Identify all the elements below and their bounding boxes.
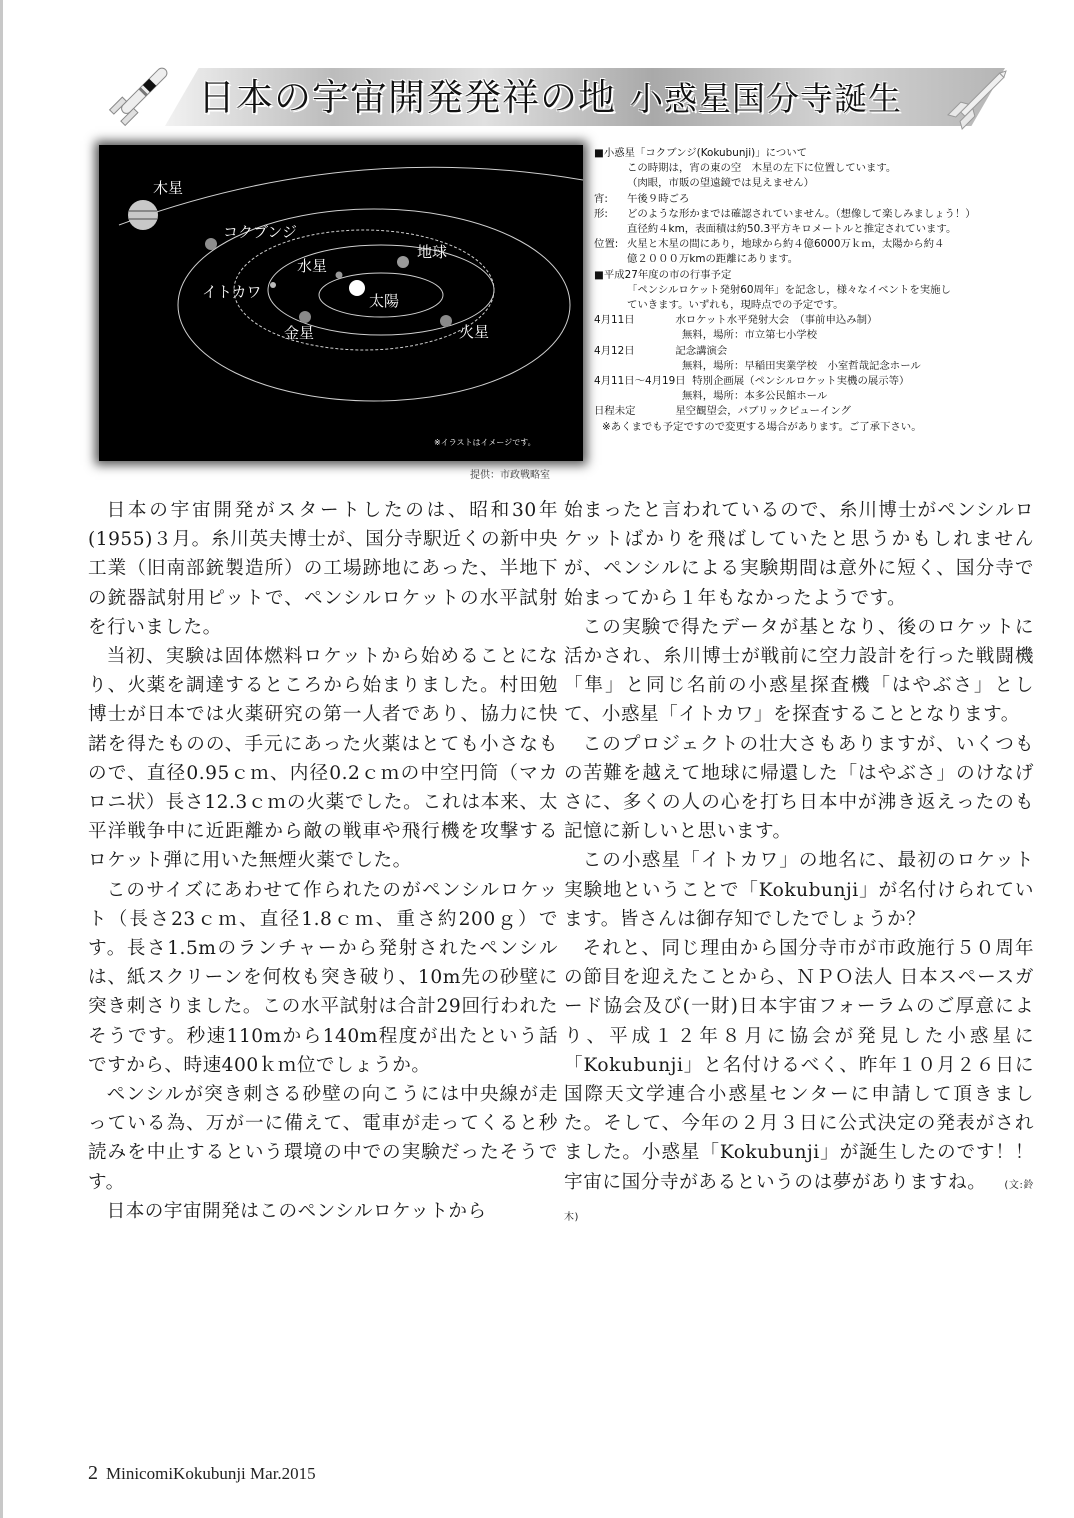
- article-paragraph: 当初、実験は固体燃料ロケットから始めることになり、火薬を調達するところから始まりました。村田勉博士が日本では火薬研究の第一人者であり、協力に快諾を得たものの、手元にあった火薬はとても小さなもので、直径0.95ｃｍ、内径0.2ｃｍの中空円筒（マカロニ状）長さ12.3ｃｍの火薬でした。これは本来、太平洋戦争中に近距離から敵の戦車や飛行機を攻撃するロケット弾に用いた無煙火薬でした。: [88, 646, 558, 872]
- photo-credit: 提供：市政戦略室: [470, 470, 550, 481]
- event-detail: 無料，場所：市立第七小学校: [682, 329, 818, 342]
- event-title: 水ロケット水平発射大会 （事前申込み制）: [675, 314, 878, 327]
- section-heading-events: ■平成27年度の市の行事予定: [594, 268, 732, 281]
- article-paragraph: このサイズにあわせて作られたのがペンシルロケット（長さ23ｃｍ、直径1.8ｃｍ、重さ約200ｇ）です。長さ1.5mのランチャーから発射されたペンシルは、紙スクリーンを何枚も突き破り、10m先の砂壁に突き刺さりました。この水平試射は合計29回行われたそうです。秒速110mから140m程度が出たという話ですから、時速400ｋｍ位でしょうか。: [88, 879, 558, 1076]
- illustration-note: ※イラストはイメージです。: [434, 438, 536, 447]
- label-mars: 火星: [459, 323, 490, 341]
- event-date: 日程未定: [594, 405, 636, 418]
- event-item: [594, 374, 1034, 389]
- solar-system-illustration: [99, 145, 583, 461]
- label-jupiter: 木星: [153, 179, 184, 197]
- page-title-main: 日本の宇宙開発発祥の地: [198, 76, 616, 119]
- article-paragraph: この実験で得たデータが基となり、後のロケットに活かされ、糸川博士が戦前に空力設計を行った戦闘機「隼」と同じ名前の小惑星探査機「はやぶさ」として、小惑星「イトカワ」を探査することとなります。: [564, 616, 1034, 726]
- pencil-rocket-icon: [945, 65, 1010, 135]
- event-title: 特別企画展（ペンシルロケット実機の展示等）: [692, 375, 910, 388]
- event-detail: 無料，場所：早稲田実業学校 小室哲哉記念ホール: [682, 359, 921, 372]
- event-item: [594, 344, 1034, 359]
- info-line: （肉眼，市販の望遠鏡では見えません）: [627, 177, 815, 190]
- info-line: 億２０００万kmの距離にあります。: [627, 253, 799, 266]
- info-key-shape: 形:: [594, 207, 608, 220]
- label-kokubunji: コクブンジ: [223, 223, 298, 241]
- article-paragraph: ペンシルが突き刺さる砂壁の向こうには中央線が走っている為、万が一に備えて、電車が走ってくると秒読みを中止するという環境の中での実験だったそうです。: [88, 1084, 558, 1193]
- info-line: ていきます。いずれも，現時点での予定です。: [627, 299, 844, 312]
- info-line: この時期は，宵の東の空 木星の左下に位置しています。: [627, 162, 897, 175]
- rocket-icon: [100, 55, 180, 135]
- info-line: 直径約４km，表面積は約50.3平方キロメートルと推定されています。: [627, 223, 957, 236]
- event-title: 星空観望会，パブリックビューイング: [675, 405, 851, 418]
- event-title: 記念講演会: [675, 344, 728, 357]
- section-heading-asteroid: ■小惑星「コクブンジ(Kokubunji)」について: [594, 147, 807, 159]
- article-column-left: [88, 496, 558, 1226]
- info-box: [594, 146, 1034, 435]
- info-key-position: 位置:: [594, 238, 619, 251]
- article-paragraph-text: それと、同じ理由から国分寺市が市政施行５０周年の節目を迎えたことから、ＮＰＯ法人 日本スペースガード協会及び(一財)日本宇宙フォーラムのご厚意により、平成１２年８月に協会が発見した小惑星に「Kokubunji」と名付けるべく、昨年１０月２６日に国際天文学連合小惑星センターに申請して頂きました。そして、今年の２月３日に公式決定の発表がされました。小惑星「Kokubunji」が誕生したのです！！宇宙に国分寺があるというのは夢がありますね。: [564, 938, 1034, 1193]
- info-key-time: 宵:: [594, 192, 608, 205]
- page-edge: [0, 0, 3, 1518]
- page-title: [198, 70, 902, 126]
- info-value-position: 火星と木星の間にあり，地球から約４億6000万ｋｍ，太陽から約４: [627, 238, 945, 251]
- label-earth: 地球: [417, 243, 448, 261]
- info-line: 「ペンシルロケット発射60周年」を記念し，様々なイベントを実施し: [627, 283, 951, 296]
- label-sun: 太陽: [369, 292, 400, 310]
- event-date: 4月12日: [594, 344, 635, 357]
- byline: (文:鈴木): [564, 1179, 1034, 1223]
- page-title-sub: 小惑星国分寺誕生: [630, 79, 902, 118]
- article-paragraph-continuation: 始まったと言われているので、糸川博士がペンシルロケットばかりを飛ばしていたと思うかもしれませんが、ペンシルによる実験期間は意外に短く、国分寺で始まってから１年もなかったようです。: [564, 500, 1034, 609]
- event-item: [594, 404, 1034, 419]
- publication-name: MinicomiKokubunji Mar.2015: [106, 1464, 316, 1483]
- page-footer: [88, 1462, 316, 1485]
- info-value-time: 午後９時ごろ: [627, 192, 690, 205]
- label-mercury: 水星: [297, 257, 328, 275]
- event-date: 4月11日: [594, 314, 635, 327]
- event-item: [594, 313, 1034, 328]
- info-value-shape: どのような形かまでは確認されていません。（想像して楽しみましょう！）: [627, 207, 976, 220]
- article-paragraph: この小惑星「イトカワ」の地名に、最初のロケット実験地ということで「Kokubunji」が名付けられています。皆さんは御存知でしたでしょうか？: [564, 850, 1034, 930]
- article-paragraph-last: [564, 934, 1034, 1232]
- article-paragraph: このプロジェクトの壮大さもありますが、いくつもの苦難を越えて地球に帰還した「はやぶさ」のけなげさに、多くの人の心を打ち日本中が沸き返えったのも記憶に新しいと思います。: [564, 733, 1034, 843]
- article-column-right: [564, 496, 1034, 1232]
- event-detail: 無料，場所：本多公民館ホール: [682, 390, 828, 403]
- event-date: 4月11日～4月19日: [594, 375, 686, 388]
- label-itokawa: イトカワ: [202, 283, 262, 301]
- article-paragraph: 日本の宇宙開発はこのペンシルロケットから: [106, 1200, 487, 1222]
- page-number: 2: [88, 1462, 98, 1484]
- event-disclaimer: ※あくまでも予定ですので変更する場合があります。ご了承下さい。: [602, 420, 922, 433]
- article-paragraph: 日本の宇宙開発がスタートしたのは、昭和30年(1955)３月。糸川英夫博士が、国分寺駅近くの新中央工業（旧南部銃製造所）の工場跡地にあった、半地下の銃器試射用ピットで、ペンシルロケットの水平試射を行いました。: [88, 500, 558, 638]
- label-venus: 金星: [284, 324, 315, 342]
